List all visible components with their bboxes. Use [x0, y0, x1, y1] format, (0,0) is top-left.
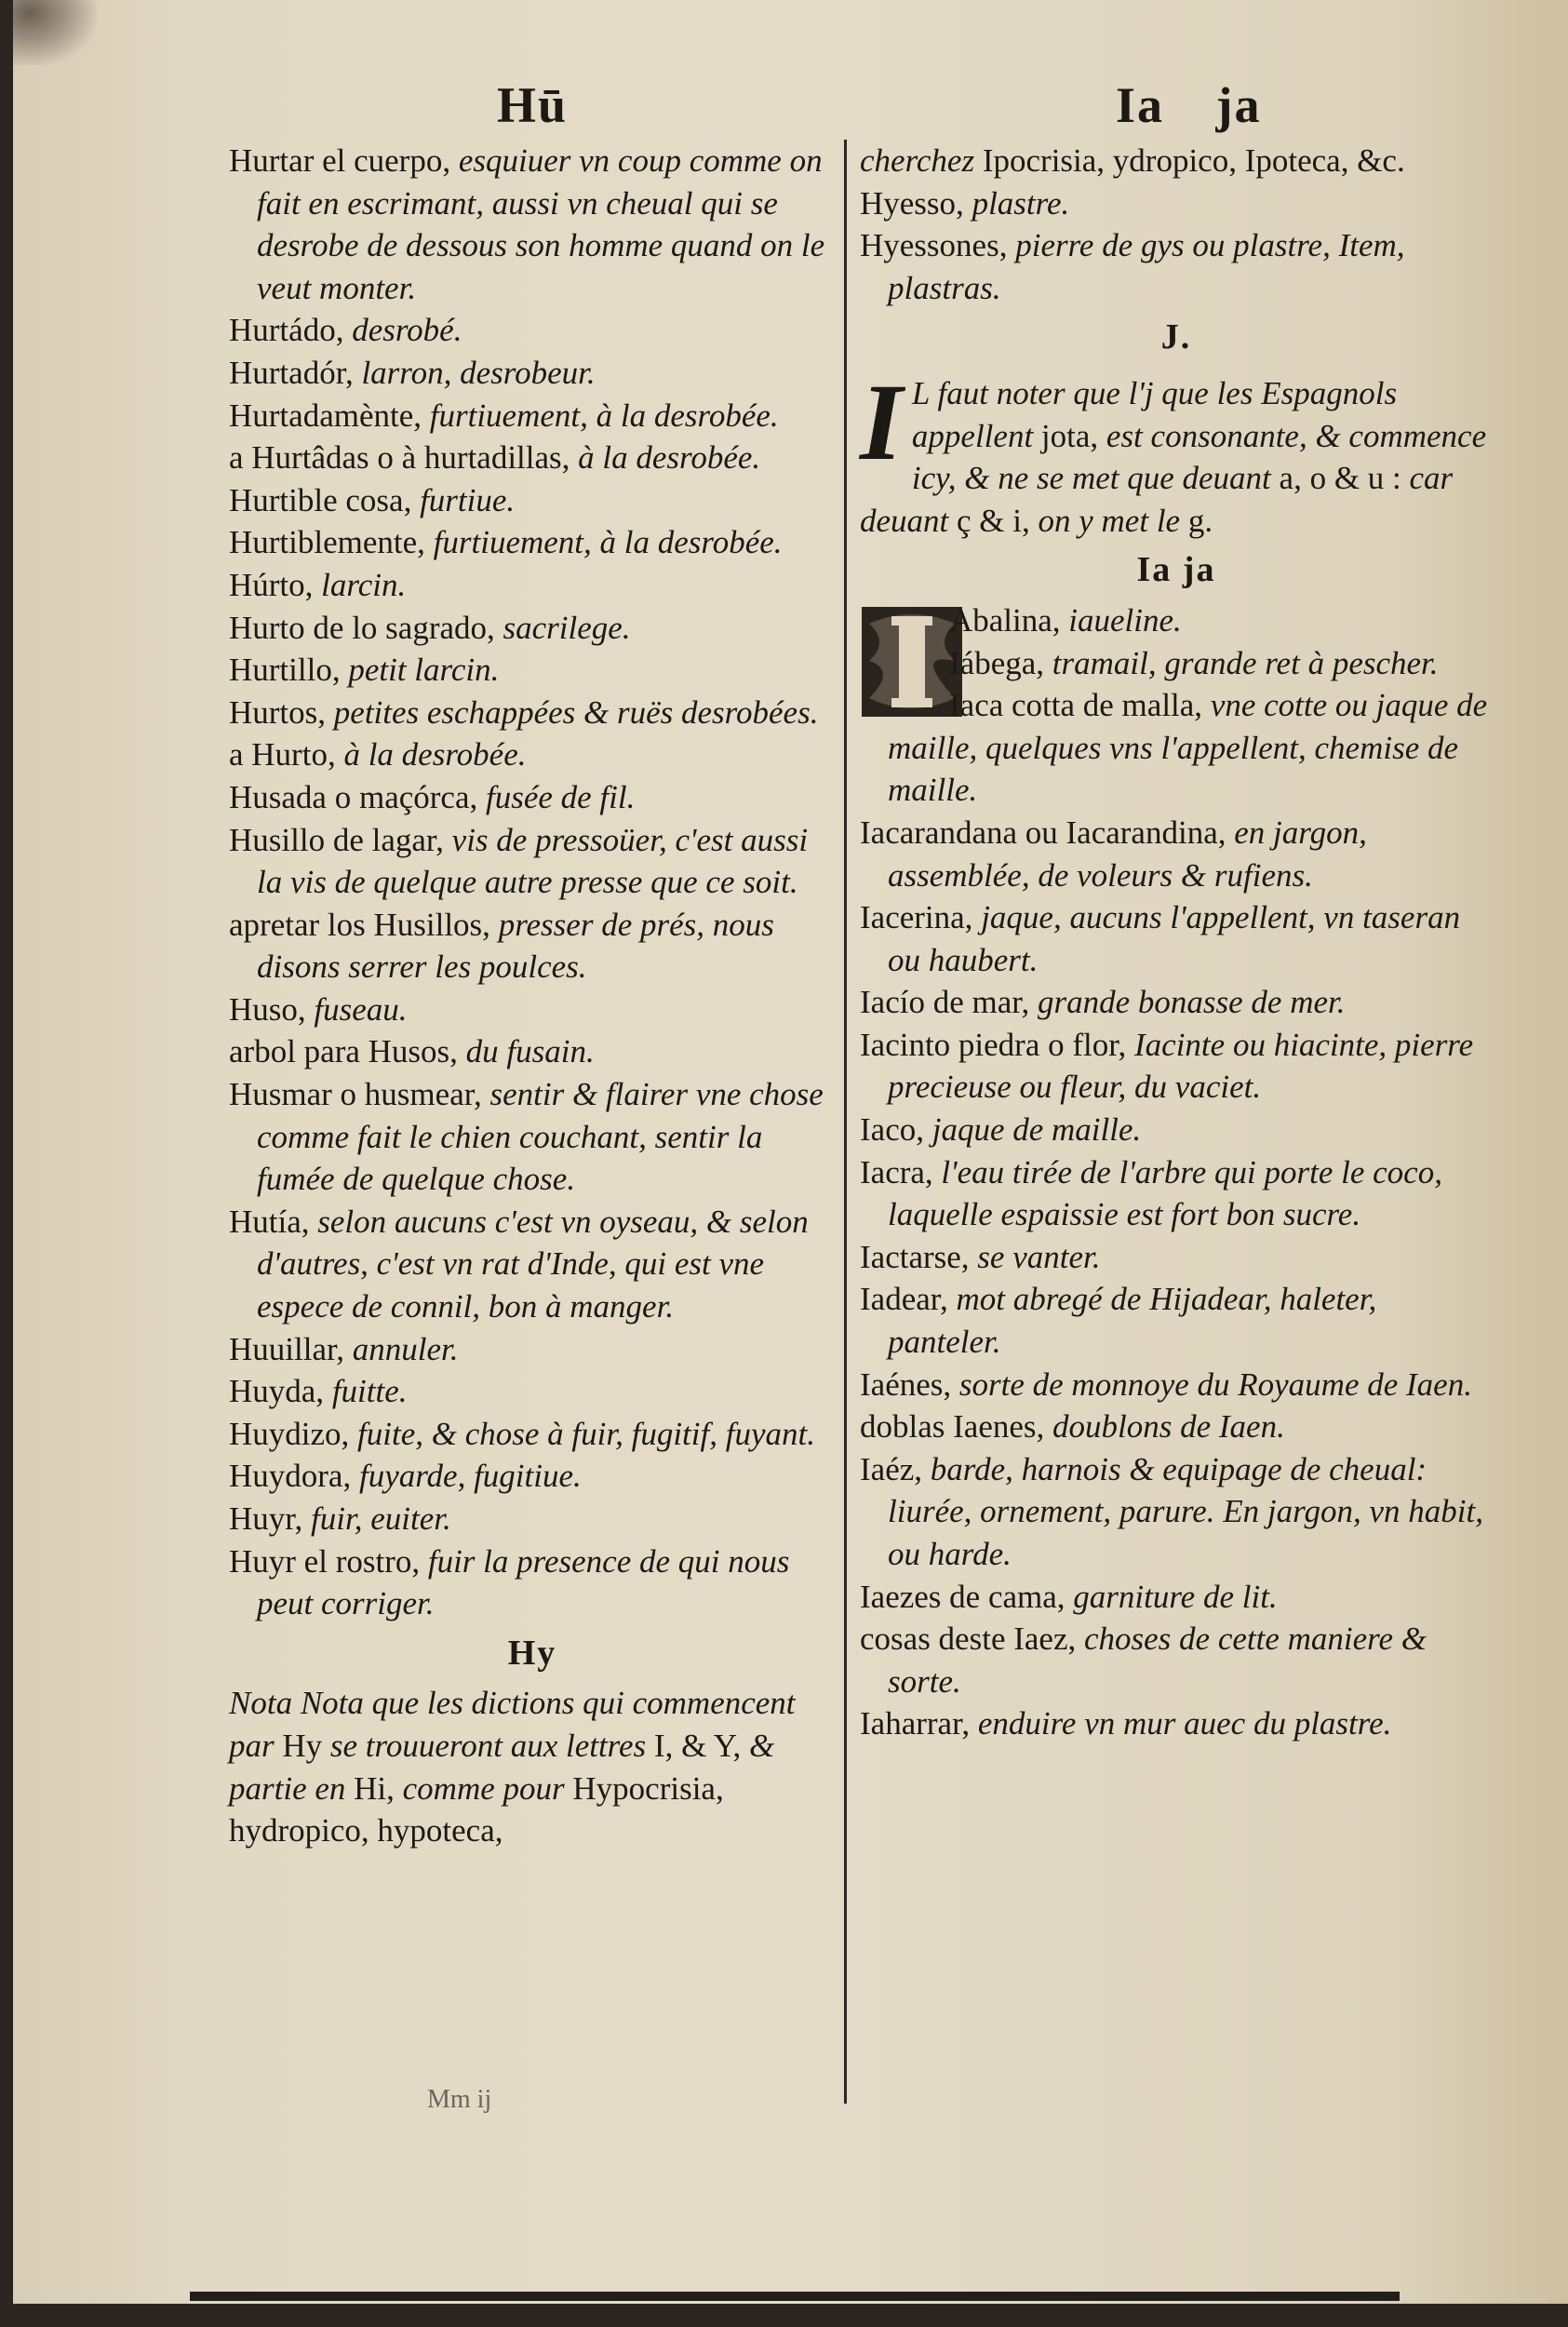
note-text-b: Hy [282, 1727, 323, 1764]
dictionary-entry [229, 479, 836, 522]
entry-headword: Iaénes, [860, 1365, 952, 1403]
dictionary-entry [860, 1236, 1493, 1279]
signature-mark: Mm ij [427, 2085, 492, 2114]
dictionary-entry [860, 1702, 1493, 1745]
dictionary-entry [229, 1073, 836, 1201]
entry-definition: fuir la presence de qui nous peut corriger. [257, 1542, 790, 1622]
section-heading-hy: Hy [507, 1633, 557, 1673]
entry-headword: Hurtar el cuerpo, [229, 142, 451, 179]
letter-intro [860, 360, 1493, 542]
dictionary-entry [860, 896, 1493, 981]
dictionary-entry [860, 1448, 1493, 1576]
dictionary-entry [229, 989, 836, 1031]
dictionary-entry [229, 1540, 836, 1625]
intro-text-b: jota, [1040, 417, 1099, 454]
note-text-c: se trouueront aux lettres [329, 1727, 647, 1764]
entry-definition: plastre. [972, 184, 1070, 222]
intro-text-e: car deuant [860, 460, 1454, 539]
note-nota: Nota [229, 1685, 293, 1722]
column-divider [844, 140, 847, 2104]
entry-definition: petit larcin. [348, 652, 500, 689]
entry-definition: fuir, euiter. [311, 1500, 451, 1537]
drop-letter-i: I [860, 360, 903, 483]
entry-definition: fuseau. [314, 990, 408, 1028]
note-text-e: & partie en [229, 1727, 775, 1807]
right-entry-list-top [860, 182, 1493, 310]
dictionary-entry [860, 599, 1493, 642]
dictionary-entry [229, 395, 836, 437]
entry-headword: Husada o maçórca, [229, 778, 478, 815]
dictionary-entry [860, 684, 1493, 812]
right-column [860, 140, 1493, 1745]
dictionary-entry [229, 352, 836, 395]
intro-text-h: g. [1187, 502, 1213, 539]
entry-headword: Iaéz, [860, 1450, 923, 1487]
entry-headword: Huydizo, [229, 1415, 350, 1452]
dictionary-entry [860, 1406, 1493, 1448]
dictionary-entry [229, 649, 836, 692]
dictionary-entry [860, 1109, 1493, 1151]
dictionary-entry [229, 1030, 836, 1073]
entry-definition: fusée de fil. [485, 778, 636, 815]
dictionary-entry [860, 1151, 1493, 1236]
entry-headword: apretar los Husillos, [229, 906, 490, 943]
entry-definition: grande bonasse de mer. [1038, 984, 1346, 1021]
dictionary-entry [860, 1024, 1493, 1109]
entry-definition: jaque de maille. [931, 1111, 1142, 1149]
entry-headword: Huyr, [229, 1500, 303, 1537]
dictionary-entry [229, 1413, 836, 1456]
entry-definition: en jargon, assemblée, de voleurs & rufiens. [888, 814, 1367, 894]
note-text-h: Hypocrisia, hydropico, hypoteca, [229, 1769, 724, 1849]
dictionary-entry [860, 981, 1493, 1024]
entry-definition: Iacinte ou hiacinte, pierre precieuse ou fleur, du vaciet. [888, 1026, 1474, 1106]
intro-text-d: a, o & u : [1279, 460, 1401, 497]
entry-headword: Huuillar, [229, 1330, 344, 1367]
entry-headword: Iaca cotta de malla, [949, 687, 1203, 724]
entry-definition: fuitte. [331, 1373, 408, 1410]
entry-headword: Huyr el rostro, [229, 1542, 421, 1580]
dictionary-entry [229, 819, 836, 904]
entry-headword: Iadear, [860, 1281, 948, 1318]
entry-definition: vne cotte ou jaque de maille, quelques vns l'appellent, chemise de maille. [888, 687, 1488, 809]
entry-headword: cosas deste Iaez, [860, 1621, 1077, 1658]
entry-definition: tramail, grande ret à pescher. [1052, 644, 1439, 681]
dictionary-entry [860, 224, 1493, 309]
dictionary-entry [860, 812, 1493, 896]
entry-definition: petites eschappées & ruës desrobées. [333, 693, 819, 731]
dictionary-entry [229, 1328, 836, 1371]
entry-headword: arbol para Husos, [229, 1033, 458, 1070]
entry-definition: desrobé. [352, 312, 462, 349]
entry-definition: se vanter. [977, 1238, 1101, 1275]
entry-headword: Hurto de lo sagrado, [229, 609, 495, 646]
entry-definition: fuite, & chose à fuir, fugitif, fuyant. [357, 1415, 815, 1452]
dictionary-entry [860, 182, 1493, 225]
continuation-text-a: cherchez [860, 142, 975, 179]
entry-headword: Hurtadór, [229, 354, 354, 391]
entry-headword: Abalina, [949, 601, 1061, 639]
dictionary-entry [229, 1498, 836, 1540]
entry-definition: iaueline. [1068, 601, 1182, 639]
section-heading-ia-ja: Ia ja [1136, 550, 1216, 590]
note-paragraph [229, 1682, 836, 1851]
note-text-f: Hi, [354, 1769, 395, 1807]
entry-definition: à la desrobée. [343, 736, 527, 773]
entry-headword: Huydora, [229, 1458, 352, 1495]
entry-headword: Hyesso, [860, 184, 964, 222]
entry-definition: furtiue. [420, 481, 516, 518]
entry-headword: Husmar o husmear, [229, 1076, 482, 1113]
dictionary-entry [860, 1576, 1493, 1619]
entry-headword: Iactarse, [860, 1238, 970, 1275]
entry-headword: Iacinto piedra o flor, [860, 1026, 1127, 1063]
entry-definition: du fusain. [465, 1033, 595, 1070]
entry-headword: Hurtiblemente, [229, 524, 425, 561]
entry-definition: furtiuement, à la desrobée. [429, 397, 779, 434]
entry-definition: jaque, aucuns l'appellent, vn taseran ou haubert. [888, 899, 1461, 978]
entry-definition: mot abregé de Hijadear, haleter, panteler. [888, 1281, 1377, 1361]
entry-definition: annuler. [352, 1330, 459, 1367]
entry-definition: garniture de lit. [1073, 1578, 1278, 1615]
intro-text-c: est consonante, & commence icy, & ne se met que deuant [911, 417, 1487, 497]
note-text-a: Nota que les dictions qui commencent par [229, 1685, 796, 1764]
left-column [229, 140, 836, 1852]
dictionary-entry [229, 140, 836, 309]
intro-text-g: on y met le [1038, 502, 1181, 539]
continuation-line [860, 140, 1493, 182]
dictionary-entry [229, 776, 836, 819]
entry-headword: doblas Iaenes, [860, 1408, 1045, 1446]
entry-headword: Iacerina, [860, 899, 973, 936]
entry-headword: Iaharrar, [860, 1705, 971, 1742]
dictionary-entry [229, 309, 836, 352]
dictionary-entry [229, 437, 836, 479]
entry-headword: Iacarandana ou Iacarandina, [860, 814, 1226, 851]
entry-definition: enduire vn mur auec du plastre. [977, 1705, 1392, 1742]
entry-headword: Hutía, [229, 1203, 310, 1240]
entry-definition: sacrilege. [503, 609, 631, 646]
entry-definition: à la desrobée. [578, 439, 761, 477]
running-head-left: Hū [497, 77, 569, 133]
bottom-edge-shadow [190, 2292, 1400, 2301]
entry-definition: choses de cette maniere & sorte. [888, 1621, 1427, 1700]
entry-headword: Iacío de mar, [860, 984, 1030, 1021]
entry-definition: selon aucuns c'est vn oyseau, & selon d'autres, c'est vn rat d'Inde, qui est vne espece de connil, bon à manger. [257, 1203, 809, 1325]
dictionary-entry [229, 521, 836, 564]
note-text-d: I, & Y, [653, 1727, 742, 1764]
dictionary-entry [229, 904, 836, 989]
entry-headword: Hurtos, [229, 693, 327, 731]
entry-definition: doublons de Iaen. [1052, 1408, 1285, 1446]
running-head-right: Ia ja [1116, 77, 1262, 133]
entry-headword: Hurtadamènte, [229, 397, 422, 434]
entry-headword: Huso, [229, 990, 306, 1028]
entry-headword: Iacra, [860, 1153, 933, 1190]
dictionary-entry [860, 1618, 1493, 1702]
left-entry-list [229, 140, 836, 1625]
entry-definition: presser de prés, nous disons serrer les poulces. [257, 906, 774, 986]
dictionary-entry [229, 692, 836, 734]
entry-headword: Hurtádo, [229, 312, 344, 349]
entry-headword: Iaezes de cama, [860, 1578, 1065, 1615]
note-text-g: comme pour [402, 1769, 565, 1807]
intro-text-a: L faut noter que l'j que les Espagnols appellent [911, 374, 1398, 454]
entry-definition: furtiuement, à la desrobée. [433, 524, 783, 561]
entry-headword: a Hurto, [229, 736, 336, 773]
letter-heading-j: J. [1160, 317, 1192, 357]
entry-headword: Hurtible cosa, [229, 481, 412, 518]
entry-headword: a Hurtâdas o à hurtadillas, [229, 439, 570, 477]
entry-headword: Húrto, [229, 566, 314, 603]
dictionary-entry [229, 1455, 836, 1498]
entry-definition: larron, desrobeur. [361, 354, 596, 391]
entry-definition: pierre de gys ou plastre, Item, plastras. [888, 227, 1405, 306]
dictionary-entry [229, 564, 836, 607]
dictionary-entry [229, 1370, 836, 1413]
entry-definition: barde, harnois & equipage de cheual: liurée, ornement, parure. En jargon, vn habit, ou harde. [888, 1450, 1483, 1572]
page-stain [13, 0, 97, 65]
entry-definition: esquiuer vn coup comme on fait en escrimant, aussi vn cheual qui se desrobe de dessous son homme quand on le veut monter. [257, 142, 825, 306]
entry-headword: Huyda, [229, 1373, 325, 1410]
dictionary-entry [860, 642, 1493, 685]
dictionary-entry [229, 733, 836, 776]
entry-headword: Husillo de lagar, [229, 821, 444, 858]
entry-headword: Iaco, [860, 1111, 924, 1149]
entry-definition: larcin. [321, 566, 407, 603]
entry-definition: sentir & flairer vne chose comme fait le chien couchant, sentir la fumée de quelque chose. [257, 1076, 824, 1198]
entry-definition: vis de pressoüer, c'est aussi la vis de quelque autre presse que ce soit. [257, 821, 809, 901]
entry-definition: l'eau tirée de l'arbre qui porte le coco, laquelle espaissie est fort bon sucre. [888, 1153, 1442, 1233]
dictionary-entry [860, 1278, 1493, 1363]
book-page [13, 0, 1568, 2304]
continuation-text-b: Ipocrisia, ydropico, Ipoteca, &c. [982, 142, 1405, 179]
entry-definition: fuyarde, fugitiue. [358, 1458, 582, 1495]
dictionary-entry [860, 1364, 1493, 1406]
entry-headword: Hurtillo, [229, 652, 341, 689]
entry-headword: Iábega, [949, 644, 1045, 681]
dictionary-entry [229, 1201, 836, 1328]
entry-headword: Hyessones, [860, 227, 1008, 264]
right-entry-list [860, 599, 1493, 1745]
dictionary-entry [229, 607, 836, 650]
entry-definition: sorte de monnoye du Royaume de Iaen. [958, 1365, 1472, 1403]
intro-text-f: ç & i, [957, 502, 1030, 539]
